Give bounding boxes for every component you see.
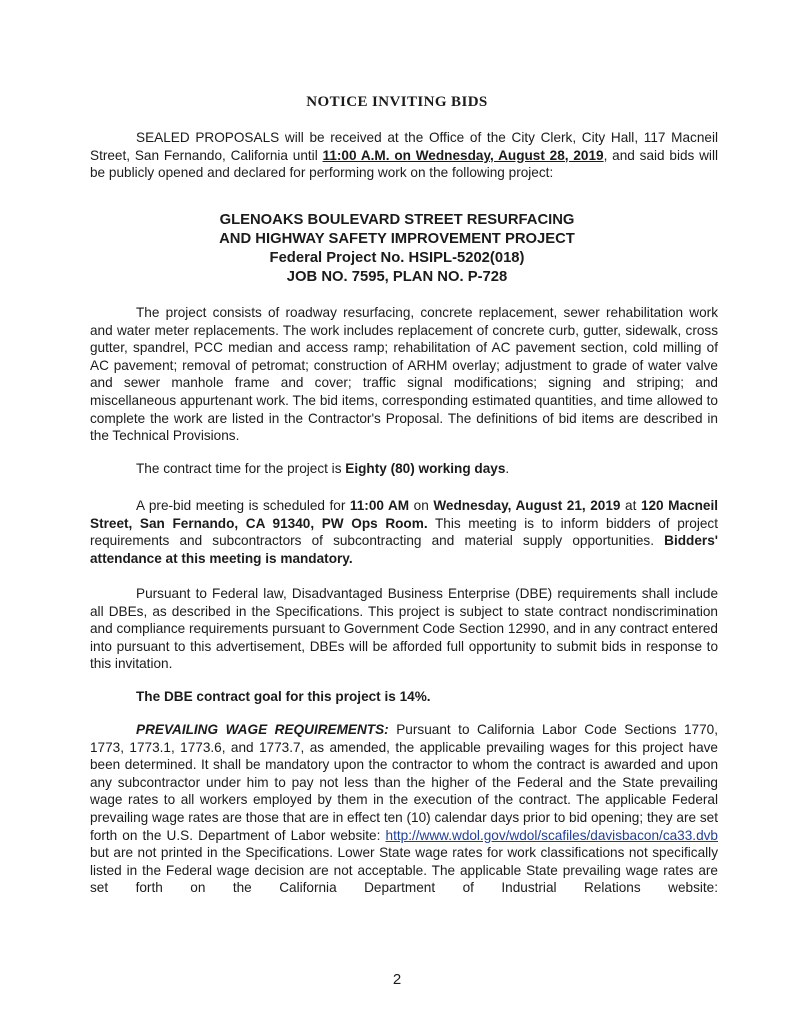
page-number: 2 [392,971,402,988]
contract-time-paragraph: The contract time for the project is Eighty (80) working days. [136,461,510,476]
page-title: NOTICE INVITING BIDS [306,94,488,110]
dbe-goal-statement: The DBE contract goal for this project is 14%. [136,689,431,704]
contract-duration: Eighty (80) working days [345,461,506,476]
project-description-paragraph: The project consists of roadway resurfacing, concrete replacement, sewer rehabilitation work and water meter replacements. The work includes replacement of concrete curb, gutter, sidewalk, cross gutter, spandrel, PCC median and access ramp; rehabilitation of AC pavement section, cold milling of AC pavement; removal of petromat; construction of ARHM overlay; adjustment to grade of water valve and sewer manhole frame and cover; traffic signal modifications; signing and striping; and miscellaneous appurtenant work. The bid items, corresponding estimated quantities, and time allowed to complete the work are listed in the Contractor's Proposal. The definitions of bid items are described in the Technical Provisions. [90,305,718,444]
prevailing-wage-paragraph: PREVAILING WAGE REQUIREMENTS: Pursuant to California Labor Code Sections 1770, 1773, 1773.1, 1773.6, and 1773.7, as amended, the applicable prevailing wages for this project have been determined. It shall be mandatory upon the contractor to whom the contract is awarded and upon any subcontractor under him to pay not less than the higher of the Federal and the State prevailing wage rates to all workers employed by them in the execution of the contract. The applicable Federal prevailing wage rates are those that are in effect ten (10) calendar days prior to bid opening; they are set forth on the U.S. Department of Labor website: http://www.wdol.gov/wdol/scafiles/davisbacon/ca33.dvb but are not printed in the Specifications. Lower State wage rates for work classifications not specifically listed in the Federal wage decision are not acceptable. The applicable State prevailing wage rates are set forth on the California Department of Industrial Relations website: [90,722,718,896]
meeting-location: 120 Macneil Street, San Fernando, CA 91340, PW Ops Room. [90,498,719,531]
attendance-mandatory-notice: Bidders' attendance at this meeting is mandatory. [90,533,718,566]
project-title-line-2: AND HIGHWAY SAFETY IMPROVEMENT PROJECT [219,231,575,247]
bid-deadline: 11:00 A.M. on Wednesday, August 28, 2019 [322,147,604,163]
meeting-date: Wednesday, August 21, 2019 [433,498,621,513]
project-title-line-1: GLENOAKS BOULEVARD STREET RESURFACING [219,212,575,228]
prevailing-wage-heading: PREVAILING WAGE REQUIREMENTS: [136,722,389,737]
intro-paragraph: SEALED PROPOSALS will be received at the Office of the City Clerk, City Hall, 117 Macneil Street, San Fernando, California until 11:00 A.M. on Wednesday, August 28, 2019, and said bids will be publicly opened and declared for performing work on the following project: [90,130,718,181]
meeting-time: 11:00 AM [349,498,410,513]
dol-wage-link[interactable]: http://www.wdol.gov/wdol/scafiles/davisbacon/ca33.dvb [385,827,718,843]
project-heading [0,211,794,287]
job-plan-number: JOB NO. 7595, PLAN NO. P-728 [286,269,508,285]
dbe-requirements-paragraph: Pursuant to Federal law, Disadvantaged Business Enterprise (DBE) requirements shall include all DBEs, as described in the Specifications. This project is subject to state contract nondiscrimination and compliance requirements pursuant to Government Code Section 12990, and in any contract entered into pursuant to this advertisement, DBEs will be afforded full opportunity to submit bids in response to this invitation. [90,586,718,672]
pre-bid-meeting-paragraph: A pre-bid meeting is scheduled for 11:00 AM on Wednesday, August 21, 2019 at 120 Macneil Street, San Fernando, CA 91340, PW Ops Room. This meeting is to inform bidders of project requirements and subcontractors of subcontracting and material supply opportunities. Bidders' attendance at this meeting is mandatory. [90,498,719,566]
federal-project-number: Federal Project No. HSIPL-5202(018) [269,250,525,266]
